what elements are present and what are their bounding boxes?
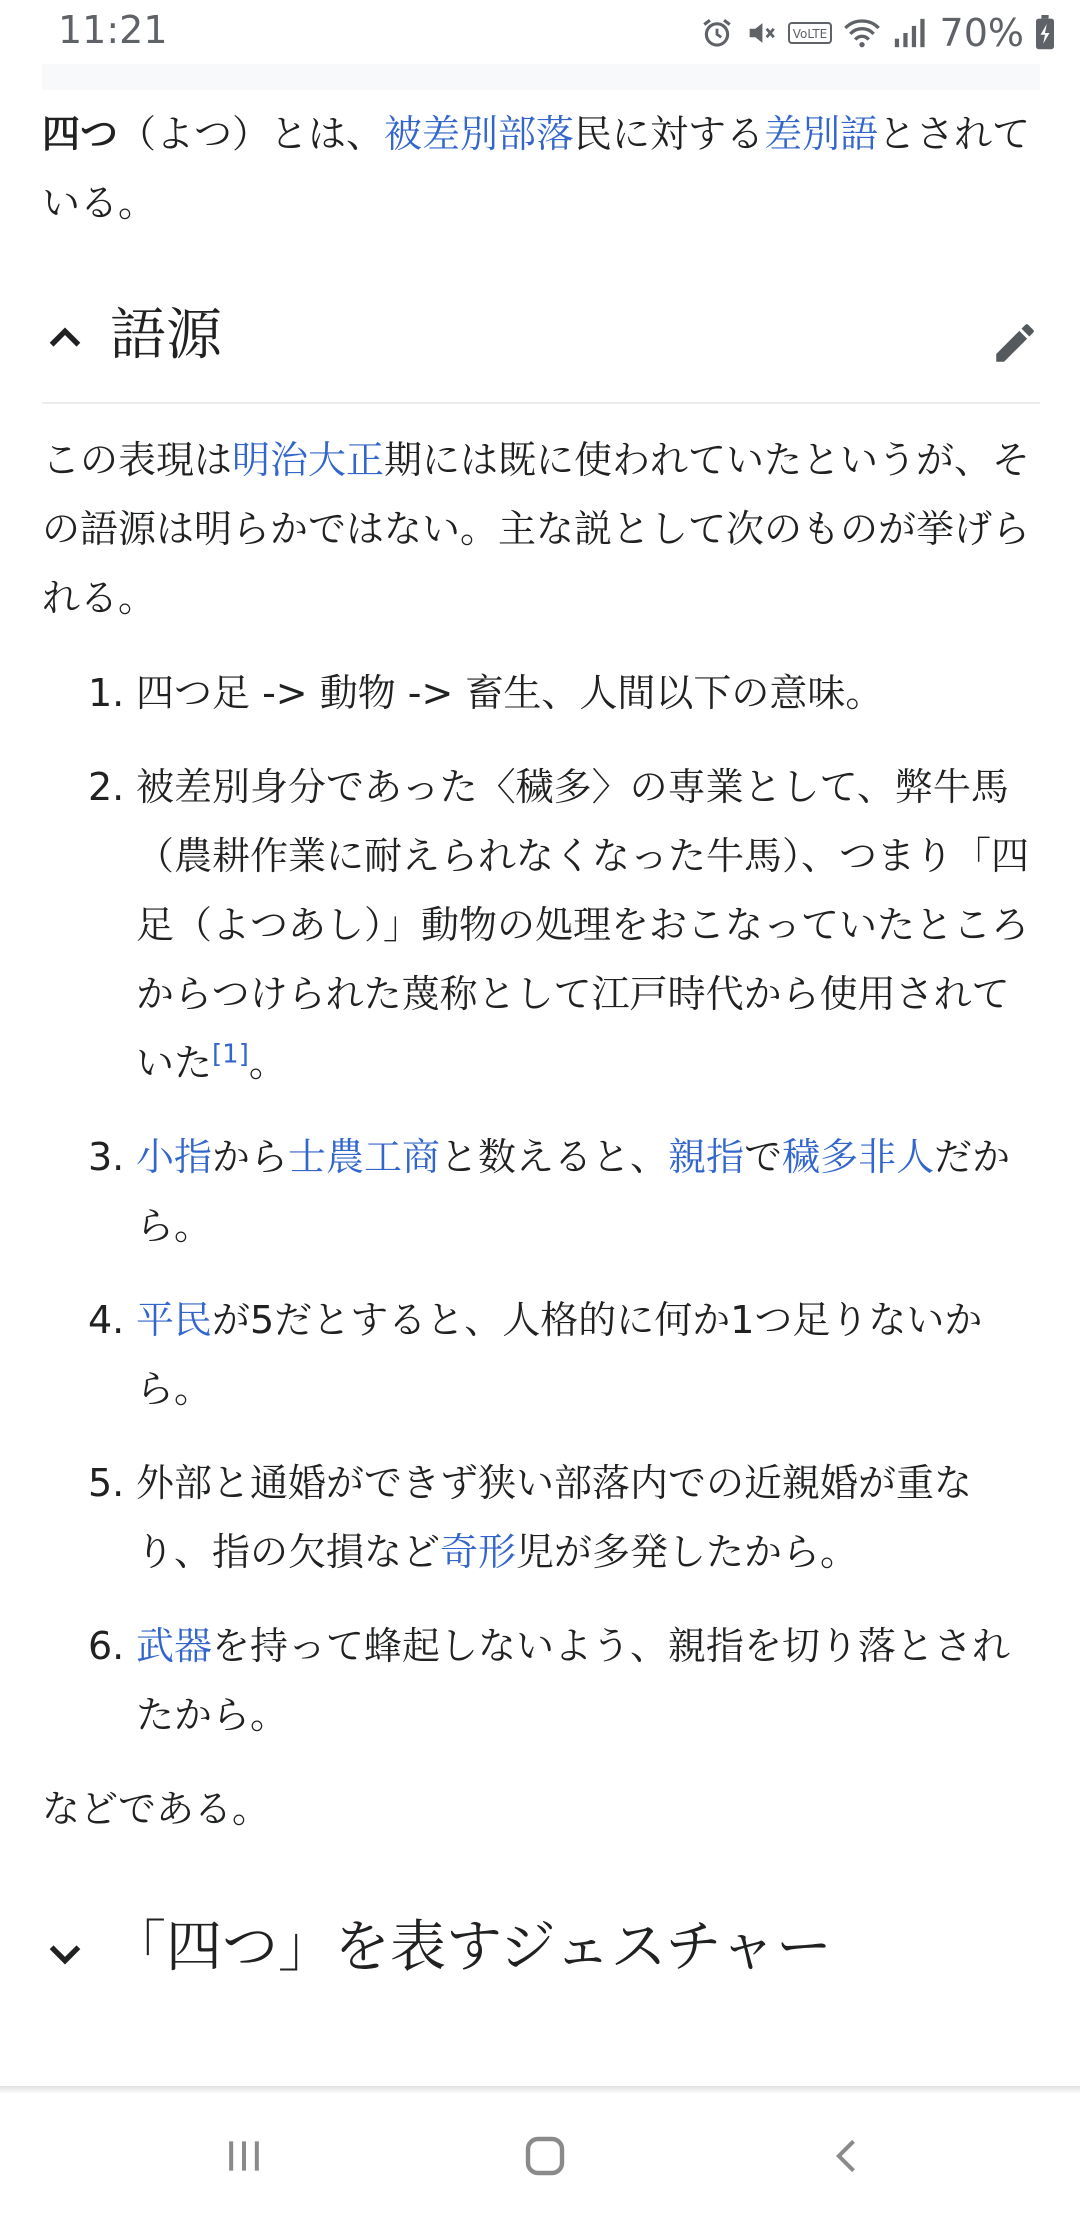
section-title-etymology: 語源: [110, 303, 222, 368]
status-bar: [0, 0, 1080, 66]
back-icon: [826, 2134, 870, 2178]
link-buki[interactable]: 武器: [136, 1624, 213, 1668]
link-kikei[interactable]: 奇形: [440, 1530, 517, 1574]
battery-charging-icon: [1034, 15, 1056, 51]
closing-text: などである。: [42, 1787, 271, 1831]
intro-paragraph: 四つ（よつ）とは、被差別部落民に対する差別語とされている。: [42, 112, 1031, 225]
link-meiji-taisho[interactable]: 明治大正: [232, 438, 385, 482]
recent-apps-button[interactable]: [204, 2116, 284, 2196]
wifi-icon: [842, 16, 882, 50]
list-item: 1. 四つ足 -> 動物 -> 畜生、人間以下の意味。: [88, 671, 884, 715]
link-koyubi[interactable]: 小指: [136, 1135, 213, 1179]
back-button[interactable]: [808, 2116, 888, 2196]
nav-shadow: [0, 2086, 1080, 2094]
etymology-list: [88, 659, 1040, 1750]
alarm-icon: [700, 16, 734, 50]
section-header-etymology[interactable]: [42, 274, 1040, 404]
section-title-gesture: 「四つ」を表すジェスチャー: [110, 1915, 832, 1980]
signal-icon: [892, 16, 926, 50]
list-item: 2. 被差別身分であった〈穢多〉の専業として、弊牛馬（農耕作業に耐えられなくなった牛馬）、つまり「四足（よつあし）」動物の処理をおこなっていたところからつけられた蔑称として江戸時代から使用されていた[1]。: [88, 765, 1030, 1085]
link-oyayubi[interactable]: 親指: [668, 1135, 745, 1179]
link-shinokosho[interactable]: 士農工商: [288, 1135, 441, 1179]
top-strip: [42, 64, 1040, 90]
link-heimin[interactable]: 平民: [136, 1298, 213, 1342]
chevron-up-icon[interactable]: [42, 314, 88, 360]
chevron-down-icon[interactable]: [42, 1930, 88, 1976]
link-eta-hinin[interactable]: 穢多非人: [782, 1135, 935, 1179]
status-time: 11:21: [58, 8, 168, 52]
section-header-gesture[interactable]: [42, 1890, 1040, 2010]
list-item: 4. 平民が5だとすると、人格的に何か1つ足りないから。: [88, 1298, 983, 1411]
svg-text:VoLTE: VoLTE: [792, 27, 827, 41]
status-icons: [700, 10, 1056, 56]
navigation-bar: [0, 2094, 1080, 2220]
list-item: 3. 小指から士農工商と数えると、親指で穢多非人だから。: [88, 1135, 1011, 1248]
citation-link[interactable]: [1]: [212, 1039, 249, 1070]
home-button[interactable]: [505, 2116, 585, 2196]
volte-icon: [788, 20, 832, 46]
battery-percentage: 70%: [939, 11, 1024, 55]
intro-bold-term: 四つ: [42, 112, 119, 156]
article-content: [42, 100, 1040, 2010]
etymology-paragraph: この表現は明治大正期には既に使われていたというが、その語源は明らかではない。主な説として次のものが挙げられる。: [42, 438, 1031, 620]
link-sabetsugo[interactable]: 差別語: [764, 112, 879, 156]
mute-icon: [744, 16, 778, 50]
recent-apps-icon: [222, 2134, 266, 2178]
pencil-icon[interactable]: [990, 318, 1040, 368]
list-item: 6. 武器を持って蜂起しないよう、親指を切り落とされたから。: [88, 1624, 1011, 1737]
link-hisabetsu-buraku[interactable]: 被差別部落: [384, 112, 575, 156]
list-item: 5. 外部と通婚ができず狭い部落内での近親婚が重なり、指の欠損など奇形児が多発したから。: [88, 1461, 973, 1574]
home-icon: [521, 2132, 569, 2180]
